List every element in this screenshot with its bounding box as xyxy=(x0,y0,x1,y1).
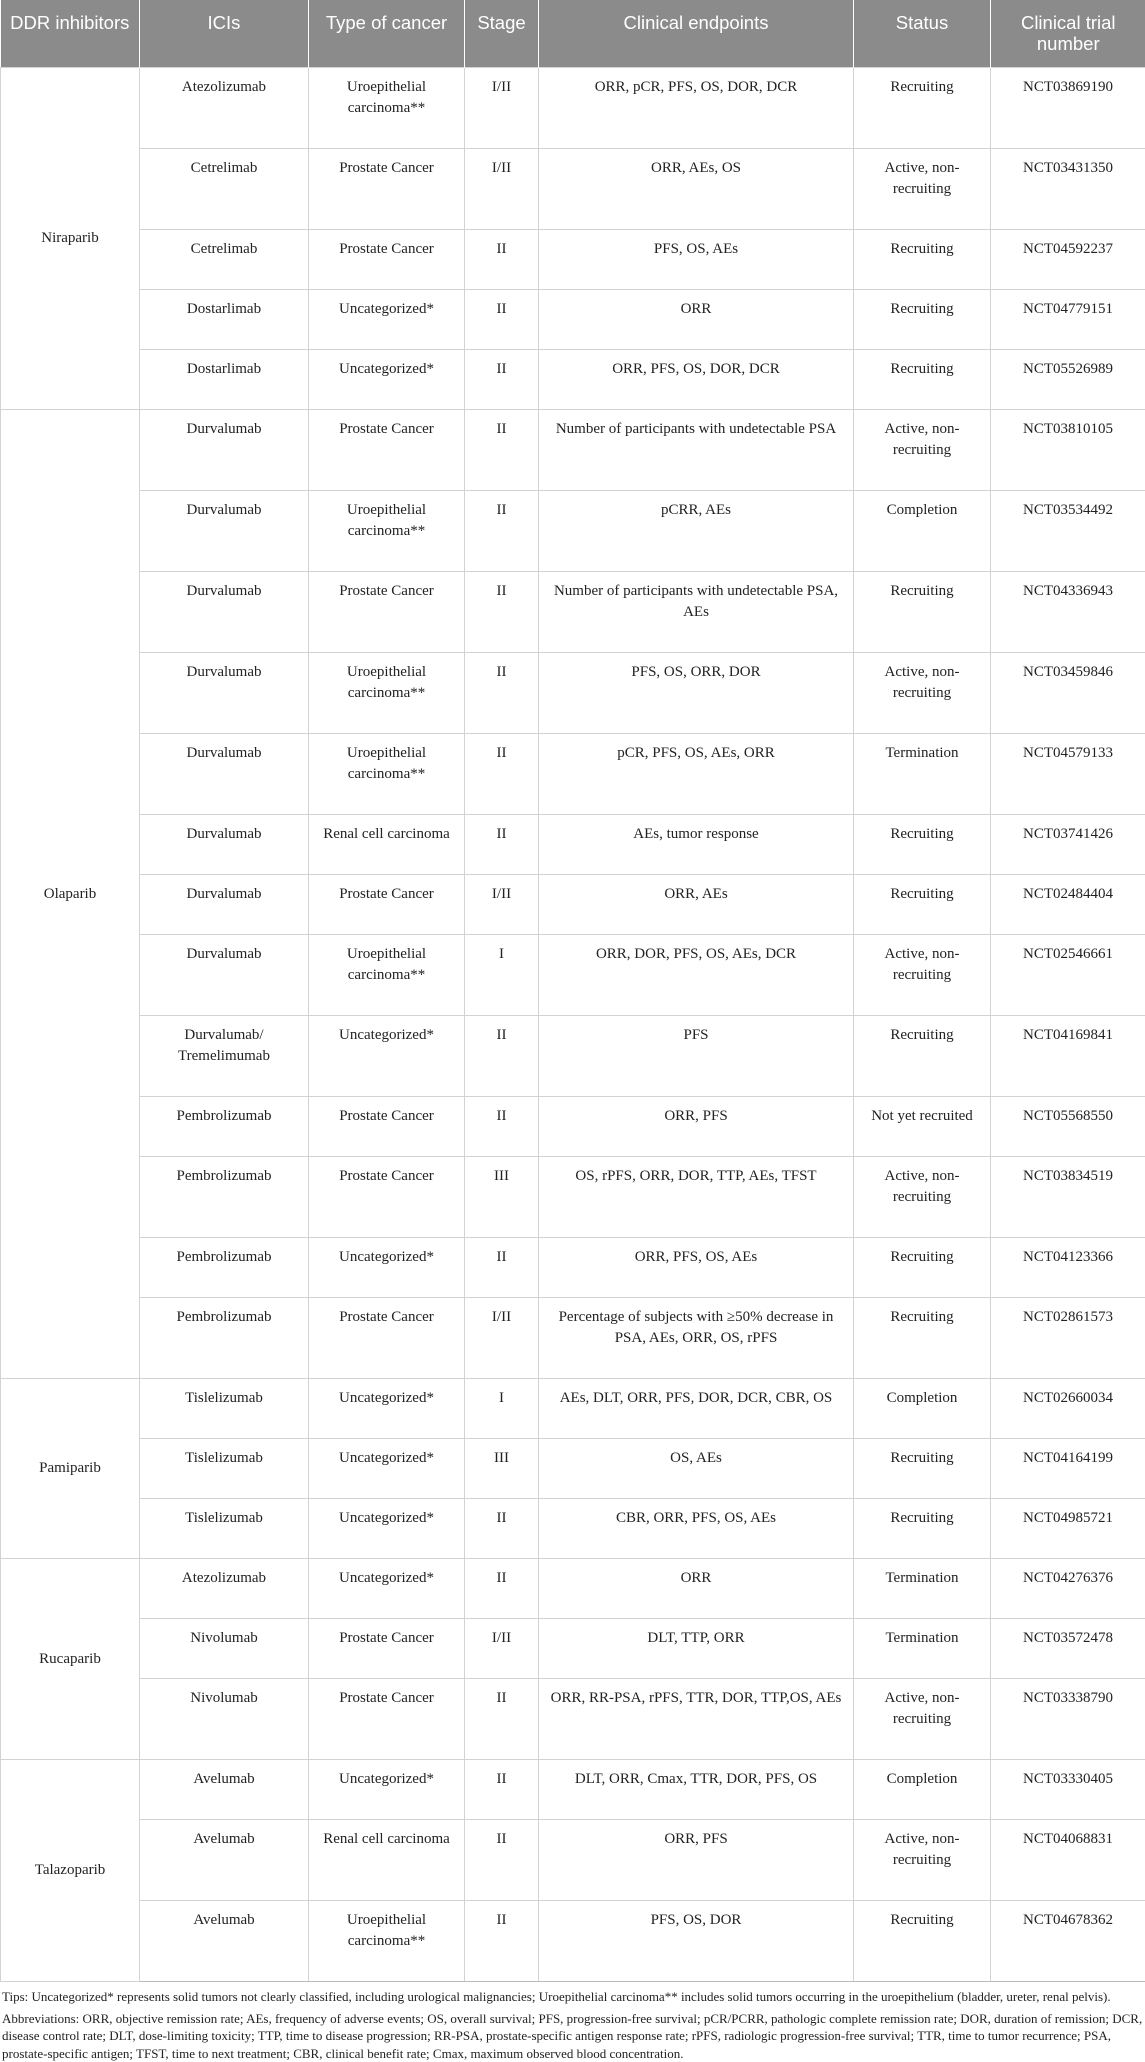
endpoints-cell: DLT, TTP, ORR xyxy=(539,1619,854,1679)
stage-cell: I/II xyxy=(465,1298,539,1379)
table-row xyxy=(1,875,1145,935)
endpoints-cell: ORR, PFS xyxy=(539,1097,854,1157)
stage-cell: II xyxy=(465,1559,539,1619)
stage-cell: II xyxy=(465,815,539,875)
endpoints-cell: AEs, tumor response xyxy=(539,815,854,875)
footer-abbreviations: Abbreviations: ORR, objective remission rate; AEs, frequency of adverse events; OS, overall survival; PFS, progression-free survival; pCR/PCRR, pathologic complete remission rate; DOR, duration of remission; DCR, disease control rate; DLT, dose-limiting toxicity; TTP, time to disease progression; RR-PSA, prostate-specific antigen response rate; rPFS, radiologic progression-free survival; TTR, time to tumor recurrence; PSA, prostate-specific antigen; TFST, time to next treatment; CBR, clinical benefit rate; Cmax, maximum observed blood concentration. xyxy=(2,2010,1143,2062)
cancer-type-cell: Uroepithelial carcinoma** xyxy=(309,491,465,572)
status-cell: Recruiting xyxy=(854,1439,991,1499)
ici-cell: Avelumab xyxy=(140,1760,309,1820)
trial-number-cell: NCT03834519 xyxy=(991,1157,1145,1238)
table-row xyxy=(1,1439,1145,1499)
stage-cell: II xyxy=(465,1238,539,1298)
cancer-type-cell: Uncategorized* xyxy=(309,1439,465,1499)
endpoints-cell: ORR, DOR, PFS, OS, AEs, DCR xyxy=(539,935,854,1016)
status-cell: Completion xyxy=(854,1760,991,1820)
trial-number-cell: NCT04336943 xyxy=(991,572,1145,653)
status-cell: Recruiting xyxy=(854,230,991,290)
trial-number-cell: NCT04985721 xyxy=(991,1499,1145,1559)
header-clinical-trial-number: Clinical trial number xyxy=(991,0,1145,68)
endpoints-cell: ORR, PFS, OS, AEs xyxy=(539,1238,854,1298)
status-cell: Recruiting xyxy=(854,1238,991,1298)
table-row xyxy=(1,815,1145,875)
endpoints-cell: OS, AEs xyxy=(539,1439,854,1499)
stage-cell: I xyxy=(465,935,539,1016)
status-cell: Active, non-recruiting xyxy=(854,1157,991,1238)
cancer-type-cell: Prostate Cancer xyxy=(309,875,465,935)
trial-number-cell: NCT03338790 xyxy=(991,1679,1145,1760)
cancer-type-cell: Prostate Cancer xyxy=(309,149,465,230)
status-cell: Termination xyxy=(854,1559,991,1619)
ici-cell: Tislelizumab xyxy=(140,1499,309,1559)
table-row xyxy=(1,230,1145,290)
endpoints-cell: DLT, ORR, Cmax, TTR, DOR, PFS, OS xyxy=(539,1760,854,1820)
endpoints-cell: ORR, PFS xyxy=(539,1820,854,1901)
status-cell: Recruiting xyxy=(854,572,991,653)
trial-number-cell: NCT04779151 xyxy=(991,290,1145,350)
status-cell: Recruiting xyxy=(854,1298,991,1379)
status-cell: Recruiting xyxy=(854,68,991,149)
ici-cell: Durvalumab xyxy=(140,935,309,1016)
trial-number-cell: NCT03330405 xyxy=(991,1760,1145,1820)
cancer-type-cell: Uncategorized* xyxy=(309,1238,465,1298)
stage-cell: II xyxy=(465,1016,539,1097)
stage-cell: I/II xyxy=(465,68,539,149)
table-row xyxy=(1,491,1145,572)
stage-cell: I/II xyxy=(465,1619,539,1679)
header-row xyxy=(1,0,1145,68)
status-cell: Active, non-recruiting xyxy=(854,1820,991,1901)
endpoints-cell: ORR xyxy=(539,1559,854,1619)
cancer-type-cell: Uroepithelial carcinoma** xyxy=(309,653,465,734)
stage-cell: II xyxy=(465,1820,539,1901)
cancer-type-cell: Uncategorized* xyxy=(309,290,465,350)
ici-cell: Dostarlimab xyxy=(140,350,309,410)
ici-cell: Durvalumab xyxy=(140,491,309,572)
cancer-type-cell: Prostate Cancer xyxy=(309,230,465,290)
status-cell: Termination xyxy=(854,734,991,815)
trial-number-cell: NCT04579133 xyxy=(991,734,1145,815)
cancer-type-cell: Prostate Cancer xyxy=(309,410,465,491)
status-cell: Completion xyxy=(854,491,991,572)
endpoints-cell: Number of participants with undetectable PSA, AEs xyxy=(539,572,854,653)
stage-cell: II xyxy=(465,410,539,491)
endpoints-cell: OS, rPFS, ORR, DOR, TTP, AEs, TFST xyxy=(539,1157,854,1238)
trial-number-cell: NCT04068831 xyxy=(991,1820,1145,1901)
cancer-type-cell: Uncategorized* xyxy=(309,1559,465,1619)
header-ddr-inhibitors: DDR inhibitors xyxy=(1,0,140,68)
table-row xyxy=(1,410,1145,491)
table-row xyxy=(1,1157,1145,1238)
ici-cell: Tislelizumab xyxy=(140,1379,309,1439)
stage-cell: II xyxy=(465,350,539,410)
endpoints-cell: Percentage of subjects with ≥50% decrease in PSA, AEs, ORR, OS, rPFS xyxy=(539,1298,854,1379)
stage-cell: II xyxy=(465,1499,539,1559)
ici-cell: Pembrolizumab xyxy=(140,1298,309,1379)
trial-number-cell: NCT05568550 xyxy=(991,1097,1145,1157)
endpoints-cell: ORR, pCR, PFS, OS, DOR, DCR xyxy=(539,68,854,149)
ddr-inhibitor-cell: Rucaparib xyxy=(1,1559,140,1760)
ici-cell: Cetrelimab xyxy=(140,230,309,290)
trial-number-cell: NCT04123366 xyxy=(991,1238,1145,1298)
ici-cell: Durvalumab/ Tremelimumab xyxy=(140,1016,309,1097)
ici-cell: Atezolizumab xyxy=(140,68,309,149)
cancer-type-cell: Prostate Cancer xyxy=(309,572,465,653)
cancer-type-cell: Uncategorized* xyxy=(309,1499,465,1559)
status-cell: Termination xyxy=(854,1619,991,1679)
table-row xyxy=(1,1679,1145,1760)
endpoints-cell: pCRR, AEs xyxy=(539,491,854,572)
status-cell: Active, non-recruiting xyxy=(854,410,991,491)
ici-cell: Durvalumab xyxy=(140,875,309,935)
cancer-type-cell: Uncategorized* xyxy=(309,1379,465,1439)
endpoints-cell: ORR, AEs, OS xyxy=(539,149,854,230)
ici-cell: Pembrolizumab xyxy=(140,1238,309,1298)
table-row xyxy=(1,572,1145,653)
endpoints-cell: PFS xyxy=(539,1016,854,1097)
status-cell: Active, non-recruiting xyxy=(854,935,991,1016)
status-cell: Recruiting xyxy=(854,1901,991,1982)
endpoints-cell: CBR, ORR, PFS, OS, AEs xyxy=(539,1499,854,1559)
ici-cell: Dostarlimab xyxy=(140,290,309,350)
header-icis: ICIs xyxy=(140,0,309,68)
stage-cell: II xyxy=(465,572,539,653)
stage-cell: II xyxy=(465,653,539,734)
cancer-type-cell: Prostate Cancer xyxy=(309,1679,465,1760)
trial-number-cell: NCT02660034 xyxy=(991,1379,1145,1439)
ici-cell: Durvalumab xyxy=(140,815,309,875)
ici-cell: Avelumab xyxy=(140,1820,309,1901)
trial-number-cell: NCT03431350 xyxy=(991,149,1145,230)
table-row xyxy=(1,1820,1145,1901)
status-cell: Recruiting xyxy=(854,815,991,875)
table-row xyxy=(1,1016,1145,1097)
ddr-inhibitor-cell: Niraparib xyxy=(1,68,140,410)
table-row xyxy=(1,1499,1145,1559)
endpoints-cell: AEs, DLT, ORR, PFS, DOR, DCR, CBR, OS xyxy=(539,1379,854,1439)
ici-cell: Durvalumab xyxy=(140,653,309,734)
cancer-type-cell: Uncategorized* xyxy=(309,1016,465,1097)
cancer-type-cell: Uroepithelial carcinoma** xyxy=(309,68,465,149)
endpoints-cell: ORR xyxy=(539,290,854,350)
stage-cell: II xyxy=(465,1097,539,1157)
cancer-type-cell: Uroepithelial carcinoma** xyxy=(309,734,465,815)
trial-number-cell: NCT03534492 xyxy=(991,491,1145,572)
stage-cell: II xyxy=(465,491,539,572)
ici-cell: Cetrelimab xyxy=(140,149,309,230)
header-status: Status xyxy=(854,0,991,68)
status-cell: Active, non-recruiting xyxy=(854,1679,991,1760)
ici-cell: Nivolumab xyxy=(140,1619,309,1679)
ddr-inhibitor-cell: Pamiparib xyxy=(1,1379,140,1559)
status-cell: Completion xyxy=(854,1379,991,1439)
table-row xyxy=(1,350,1145,410)
cancer-type-cell: Prostate Cancer xyxy=(309,1097,465,1157)
ici-cell: Tislelizumab xyxy=(140,1439,309,1499)
stage-cell: I xyxy=(465,1379,539,1439)
trial-number-cell: NCT03459846 xyxy=(991,653,1145,734)
trial-number-cell: NCT03869190 xyxy=(991,68,1145,149)
table-row xyxy=(1,1760,1145,1820)
ici-cell: Durvalumab xyxy=(140,410,309,491)
ici-cell: Avelumab xyxy=(140,1901,309,1982)
stage-cell: II xyxy=(465,734,539,815)
stage-cell: II xyxy=(465,1901,539,1982)
status-cell: Not yet recruited xyxy=(854,1097,991,1157)
trial-number-cell: NCT05526989 xyxy=(991,350,1145,410)
table-body xyxy=(1,68,1145,1982)
trial-number-cell: NCT03572478 xyxy=(991,1619,1145,1679)
table-row xyxy=(1,290,1145,350)
status-cell: Recruiting xyxy=(854,350,991,410)
endpoints-cell: ORR, PFS, OS, DOR, DCR xyxy=(539,350,854,410)
cancer-type-cell: Prostate Cancer xyxy=(309,1619,465,1679)
trial-number-cell: NCT02484404 xyxy=(991,875,1145,935)
table-row xyxy=(1,1559,1145,1619)
table-row xyxy=(1,1238,1145,1298)
stage-cell: III xyxy=(465,1157,539,1238)
trial-number-cell: NCT04592237 xyxy=(991,230,1145,290)
cancer-type-cell: Renal cell carcinoma xyxy=(309,815,465,875)
trial-number-cell: NCT02861573 xyxy=(991,1298,1145,1379)
stage-cell: II xyxy=(465,290,539,350)
status-cell: Active, non-recruiting xyxy=(854,653,991,734)
status-cell: Recruiting xyxy=(854,1016,991,1097)
stage-cell: III xyxy=(465,1439,539,1499)
table-row xyxy=(1,1379,1145,1439)
cancer-type-cell: Prostate Cancer xyxy=(309,1157,465,1238)
table-row xyxy=(1,149,1145,230)
stage-cell: II xyxy=(465,1760,539,1820)
trial-number-cell: NCT03810105 xyxy=(991,410,1145,491)
stage-cell: II xyxy=(465,230,539,290)
endpoints-cell: PFS, OS, DOR xyxy=(539,1901,854,1982)
ddr-inhibitor-cell: Olaparib xyxy=(1,410,140,1379)
status-cell: Recruiting xyxy=(854,875,991,935)
table-footer xyxy=(0,1982,1145,2062)
status-cell: Active, non-recruiting xyxy=(854,149,991,230)
trial-number-cell: NCT03741426 xyxy=(991,815,1145,875)
table-row xyxy=(1,1097,1145,1157)
stage-cell: I/II xyxy=(465,149,539,230)
status-cell: Recruiting xyxy=(854,290,991,350)
trial-number-cell: NCT04276376 xyxy=(991,1559,1145,1619)
ici-cell: Pembrolizumab xyxy=(140,1097,309,1157)
endpoints-cell: PFS, OS, AEs xyxy=(539,230,854,290)
ici-cell: Durvalumab xyxy=(140,572,309,653)
ici-cell: Durvalumab xyxy=(140,734,309,815)
ici-cell: Atezolizumab xyxy=(140,1559,309,1619)
table-row xyxy=(1,1298,1145,1379)
status-cell: Recruiting xyxy=(854,1499,991,1559)
endpoints-cell: ORR, RR-PSA, rPFS, TTR, DOR, TTP,OS, AEs xyxy=(539,1679,854,1760)
endpoints-cell: ORR, AEs xyxy=(539,875,854,935)
endpoints-cell: PFS, OS, ORR, DOR xyxy=(539,653,854,734)
stage-cell: I/II xyxy=(465,875,539,935)
ici-cell: Pembrolizumab xyxy=(140,1157,309,1238)
table-row xyxy=(1,1619,1145,1679)
endpoints-cell: pCR, PFS, OS, AEs, ORR xyxy=(539,734,854,815)
trial-number-cell: NCT04169841 xyxy=(991,1016,1145,1097)
table-row xyxy=(1,653,1145,734)
stage-cell: II xyxy=(465,1679,539,1760)
cancer-type-cell: Prostate Cancer xyxy=(309,1298,465,1379)
header-clinical-endpoints: Clinical endpoints xyxy=(539,0,854,68)
table-row xyxy=(1,1901,1145,1982)
trial-number-cell: NCT04164199 xyxy=(991,1439,1145,1499)
table-row xyxy=(1,935,1145,1016)
trial-number-cell: NCT02546661 xyxy=(991,935,1145,1016)
ddr-inhibitor-cell: Talazoparib xyxy=(1,1760,140,1982)
trial-number-cell: NCT04678362 xyxy=(991,1901,1145,1982)
header-type-of-cancer: Type of cancer xyxy=(309,0,465,68)
cancer-type-cell: Uncategorized* xyxy=(309,350,465,410)
cancer-type-cell: Renal cell carcinoma xyxy=(309,1820,465,1901)
cancer-type-cell: Uroepithelial carcinoma** xyxy=(309,1901,465,1982)
table-row xyxy=(1,68,1145,149)
header-stage: Stage xyxy=(465,0,539,68)
endpoints-cell: Number of participants with undetectable PSA xyxy=(539,410,854,491)
ici-cell: Nivolumab xyxy=(140,1679,309,1760)
cancer-type-cell: Uroepithelial carcinoma** xyxy=(309,935,465,1016)
table-row xyxy=(1,734,1145,815)
footer-tips: Tips: Uncategorized* represents solid tumors not clearly classified, including urological malignancies; Uroepithelial carcinoma** includes solid tumors occurring in the uroepithelium (bladder, ureter, renal pelvis). xyxy=(2,1988,1143,2006)
cancer-type-cell: Uncategorized* xyxy=(309,1760,465,1820)
